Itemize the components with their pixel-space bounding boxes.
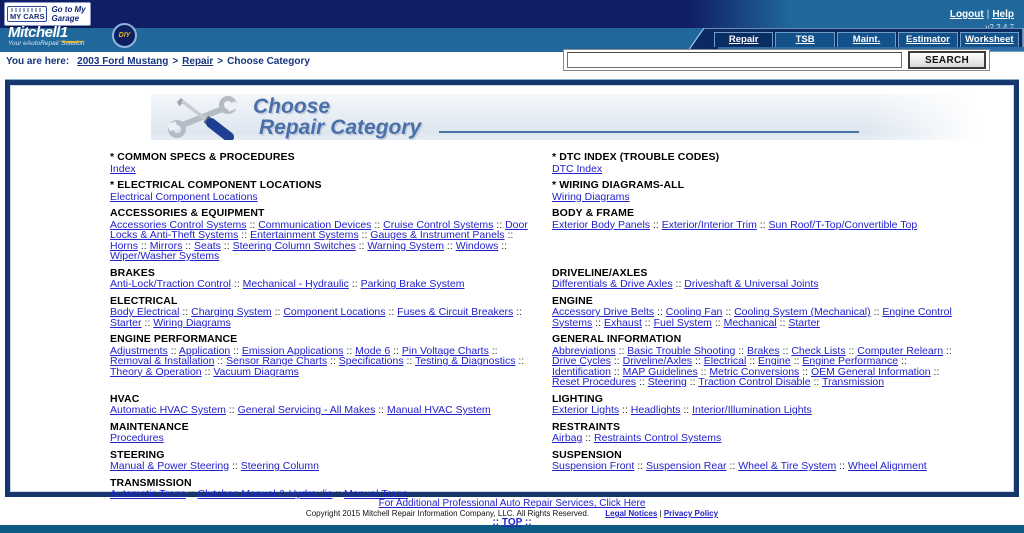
category-link[interactable]: Transmission: [822, 376, 885, 388]
category-link[interactable]: Automatic HVAC System: [110, 404, 226, 416]
link-separator: ::: [756, 218, 769, 231]
mitchell1-logo: [8, 25, 85, 47]
category-heading: HVAC: [110, 392, 140, 405]
category-section: [552, 422, 964, 444]
category-link[interactable]: Cruise Control Systems: [383, 218, 494, 231]
link-separator: ::: [271, 306, 284, 318]
link-separator: ::: [498, 239, 508, 252]
category-link[interactable]: Exterior Body Panels: [552, 218, 651, 231]
category-links: [110, 346, 530, 378]
category-link[interactable]: Door Locks & Anti-Theft Systems: [110, 218, 528, 241]
link-separator: ::: [403, 355, 416, 367]
my-cars-button[interactable]: [4, 2, 91, 26]
breadcrumb-separator: >: [172, 56, 179, 67]
tab-estimator[interactable]: Estimator: [898, 32, 957, 47]
link-separator: ::: [246, 218, 259, 231]
link-separator: ::: [790, 355, 803, 367]
category-links: [552, 164, 964, 175]
tab-tsb[interactable]: TSB: [775, 32, 834, 47]
category-link[interactable]: Reset Procedures: [552, 376, 637, 388]
category-link[interactable]: Application: [178, 344, 231, 357]
category-links: [552, 346, 964, 388]
my-cars-label: Go to My Garage: [51, 5, 86, 23]
link-separator: ::: [930, 365, 940, 378]
logo-tagline: Your eAutoRepair Solution: [8, 40, 85, 47]
category-link[interactable]: Driveline/Axles: [622, 355, 693, 367]
link-separator: ::: [810, 376, 823, 388]
search-input[interactable]: [567, 52, 902, 68]
category-link[interactable]: Accessories Control Systems: [110, 218, 247, 231]
category-link[interactable]: Manual & Power Steering: [110, 460, 230, 472]
category-link[interactable]: Communication Devices: [258, 218, 372, 231]
top-bar: [0, 0, 1024, 28]
category-link[interactable]: Pin Voltage Charts: [401, 344, 489, 357]
category-link[interactable]: Procedures: [110, 432, 164, 444]
category-link[interactable]: Exterior Lights: [552, 404, 620, 416]
breadcrumb-link[interactable]: Repair: [182, 56, 214, 67]
category-links: [110, 307, 530, 328]
category-link[interactable]: Engine Control Systems: [552, 306, 952, 329]
page-title-line2: Repair Category: [259, 116, 422, 139]
help-link[interactable]: Help: [992, 9, 1014, 20]
category-section: [552, 208, 964, 262]
category-link[interactable]: Identification: [552, 365, 611, 378]
link-separator: ::: [182, 239, 195, 252]
link-separator: ::: [230, 344, 242, 357]
category-section: [110, 268, 530, 290]
category-link[interactable]: Charging System: [191, 306, 272, 318]
logo-text: Mitchell1: [8, 24, 68, 41]
category-link[interactable]: Cooling System (Mechanical): [734, 306, 871, 318]
category-link[interactable]: Restraints Control Systems: [594, 432, 722, 444]
category-link[interactable]: Testing & Diagnostics: [415, 355, 516, 367]
breadcrumb-separator: >: [217, 56, 224, 67]
category-heading: SUSPENSION: [552, 448, 622, 461]
category-section: [110, 450, 530, 472]
category-link[interactable]: Mirrors: [149, 239, 183, 252]
category-links: [552, 433, 964, 444]
category-heading: * WIRING DIAGRAMS-ALL: [552, 179, 685, 191]
link-separator: ::: [654, 306, 666, 318]
link-separator: ::: [592, 316, 604, 329]
category-link[interactable]: Interior/Illumination Lights: [692, 404, 812, 416]
category-link[interactable]: Steering Column: [240, 460, 319, 472]
category-section: [110, 334, 530, 388]
category-link[interactable]: Starter: [788, 316, 820, 329]
category-link[interactable]: Driveshaft & Universal Joints: [684, 278, 819, 290]
professional-services-link[interactable]: For Additional Professional Auto Repair Services, Click Here: [378, 498, 646, 509]
link-separator: ::: [779, 344, 792, 357]
plate-text: MY CARS: [10, 12, 45, 21]
category-link[interactable]: Differentials & Drive Axles: [552, 278, 673, 290]
category-link[interactable]: DTC Index: [552, 162, 603, 175]
category-link[interactable]: Anti-Lock/Traction Control: [110, 278, 231, 290]
link-separator: ::: [179, 306, 192, 318]
tab-worksheet[interactable]: Worksheet: [960, 32, 1019, 47]
category-grid: [11, 152, 1013, 506]
link-separator: ::: [488, 344, 498, 357]
link-separator: ::: [672, 278, 685, 290]
link-separator: ::: [845, 344, 858, 357]
category-link[interactable]: General Servicing - All Makes: [237, 404, 376, 416]
link-separator: ::: [141, 316, 154, 329]
link-separator: ::: [641, 316, 654, 329]
category-section: [110, 180, 530, 202]
content-panel: [5, 80, 1019, 500]
category-link[interactable]: Traction Control Disable: [698, 376, 811, 388]
link-separator: ::: [220, 239, 233, 252]
category-section: [552, 152, 964, 174]
category-link[interactable]: Horns: [110, 239, 139, 252]
legal-notices-link[interactable]: Legal Notices: [605, 509, 658, 518]
category-section: [552, 180, 964, 202]
category-link[interactable]: Wiring Diagrams: [552, 190, 630, 203]
link-separator: ::: [167, 344, 179, 357]
category-links: [552, 192, 964, 203]
category-links: [110, 192, 530, 203]
category-empty-cell: [552, 478, 964, 500]
category-link[interactable]: Check Lists: [791, 344, 846, 357]
nav-tabs: [714, 32, 1021, 47]
category-link[interactable]: Fuel System: [653, 316, 712, 329]
link-separator: ::: [201, 365, 214, 378]
category-section: [552, 334, 964, 388]
category-section: [110, 394, 530, 416]
category-section: [110, 208, 530, 262]
link-separator: ::: [138, 239, 150, 252]
category-link[interactable]: Suspension Front: [552, 460, 635, 472]
category-link[interactable]: Electrical: [703, 355, 747, 367]
category-heading: MAINTENANCE: [110, 420, 189, 433]
category-links: [552, 279, 964, 290]
link-separator: ::: [692, 355, 704, 367]
category-link[interactable]: Component Locations: [283, 306, 386, 318]
link-separator: ::: [619, 404, 631, 416]
category-links: [552, 220, 964, 231]
category-link[interactable]: Adjustments: [110, 344, 168, 357]
category-heading: BODY & FRAME: [552, 207, 635, 219]
category-links: [110, 220, 530, 262]
link-separator: ::: [375, 404, 387, 416]
content-inner: [10, 85, 1014, 500]
link-separator: ::: [185, 488, 198, 500]
category-heading: DRIVELINE/AXLES: [552, 266, 648, 279]
category-heading: ENGINE: [552, 294, 593, 307]
category-link[interactable]: Theory & Operation: [110, 365, 202, 378]
tab-repair[interactable]: Repair: [714, 32, 773, 47]
category-link[interactable]: Clutches Manual & Hydraulic: [197, 488, 333, 500]
category-links: [552, 461, 964, 472]
breadcrumb-current: Choose Category: [227, 56, 310, 67]
copyright-text: Copyright 2015 Mitchell Repair Information Company, LLC. All Rights Reserved.: [305, 509, 590, 518]
category-link[interactable]: Wheel Alignment: [847, 460, 927, 472]
category-link[interactable]: Warning System: [367, 239, 445, 252]
breadcrumb-prefix: You are here:: [6, 56, 70, 67]
category-link[interactable]: Computer Relearn: [857, 344, 944, 357]
link-separator: ::: [515, 355, 525, 367]
link-separator: ::: [634, 460, 646, 472]
category-links: [110, 164, 530, 175]
category-section: [110, 422, 530, 444]
breadcrumb-link[interactable]: 2003 Ford Mustang: [77, 56, 169, 67]
link-separator: ::: [348, 278, 361, 290]
logo-swoosh: [60, 38, 84, 43]
page-title: [253, 96, 421, 138]
category-link[interactable]: Cooling Fan: [665, 306, 723, 318]
license-plate-icon: [7, 6, 47, 22]
category-link[interactable]: Emission Applications: [241, 344, 344, 357]
category-links: [110, 433, 530, 444]
category-link[interactable]: Gauges & Instrument Panels: [370, 229, 505, 241]
category-link[interactable]: MAP Guidelines: [622, 365, 698, 378]
category-link[interactable]: Airbag: [552, 432, 583, 444]
category-section: [110, 296, 530, 329]
category-link[interactable]: Mechanical: [723, 316, 777, 329]
category-heading: * COMMON SPECS & PROCEDURES: [110, 151, 295, 163]
link-separator: ::: [711, 316, 724, 329]
category-heading: GENERAL INFORMATION: [552, 333, 682, 345]
link-separator: ::: [214, 355, 227, 367]
category-section: [552, 268, 964, 290]
category-link[interactable]: Index: [110, 162, 136, 175]
link-separator: ::: [799, 365, 811, 378]
sub-header: [0, 52, 1024, 74]
repair-tools-icon: [167, 94, 239, 140]
link-separator: ::: [444, 239, 456, 252]
category-link[interactable]: Starter: [110, 316, 142, 329]
link-separator: ::: [390, 344, 402, 357]
link-separator: ::: [836, 460, 848, 472]
link-separator: ::: [870, 306, 883, 318]
link-separator: ::: [726, 460, 739, 472]
link-separator: ::: [225, 404, 238, 416]
category-heading: ACCESSORIES & EQUIPMENT: [110, 207, 265, 219]
category-heading: * DTC INDEX (TROUBLE CODES): [552, 151, 720, 163]
top-link[interactable]: TOP: [501, 517, 523, 528]
category-links: [552, 405, 964, 416]
category-section: [552, 450, 964, 472]
title-band: [151, 94, 979, 140]
category-link[interactable]: Wiper/Washer Systems: [110, 250, 220, 262]
divider: |: [659, 509, 662, 518]
category-link[interactable]: Mode 6: [355, 344, 391, 357]
category-link[interactable]: Mechanical - Hydraulic: [242, 278, 349, 290]
link-separator: ::: [686, 376, 699, 388]
category-link[interactable]: Manual Trans: [344, 488, 408, 500]
link-separator: ::: [493, 218, 506, 231]
category-link[interactable]: Engine: [758, 355, 791, 367]
category-heading: RESTRAINTS: [552, 420, 621, 433]
link-separator: ::: [735, 344, 747, 357]
category-heading: LIGHTING: [552, 392, 603, 405]
category-link[interactable]: Sun Roof/T-Top/Convertible Top: [768, 218, 918, 231]
link-separator: ::: [231, 278, 243, 290]
category-link[interactable]: Parking Brake System: [360, 278, 465, 290]
link-separator: ::: [355, 239, 368, 252]
category-link[interactable]: Sensor Range Charts: [226, 355, 328, 367]
link-separator: ::: [610, 365, 623, 378]
link-separator: ::: [582, 432, 595, 444]
link-separator: ::: [513, 306, 523, 318]
category-link[interactable]: Vacuum Diagrams: [213, 365, 299, 378]
title-rule: [439, 131, 859, 133]
category-link[interactable]: Entertainment Systems: [250, 229, 359, 241]
category-link[interactable]: Drive Cycles: [552, 355, 611, 367]
category-heading: STEERING: [110, 448, 165, 461]
breadcrumb-items: [75, 56, 310, 67]
privacy-policy-link[interactable]: Privacy Policy: [663, 509, 719, 518]
link-separator: ::: [229, 460, 241, 472]
category-section: [552, 296, 964, 329]
top-deco: ::: [524, 517, 532, 528]
category-link[interactable]: Exhaust: [603, 316, 642, 329]
link-separator: ::: [636, 376, 648, 388]
category-link[interactable]: Automatic Trans: [110, 488, 186, 500]
category-link[interactable]: Wiring Diagrams: [153, 316, 231, 329]
category-heading: ELECTRICAL: [110, 294, 178, 307]
link-separator: ::: [943, 344, 952, 357]
top-deco: ::: [492, 517, 500, 528]
category-link[interactable]: Electrical Component Locations: [110, 190, 258, 203]
category-link[interactable]: Windows: [455, 239, 499, 252]
link-separator: ::: [680, 404, 693, 416]
category-links: [110, 405, 530, 416]
category-link[interactable]: Steering Column Switches: [232, 239, 356, 252]
category-link[interactable]: Headlights: [630, 404, 681, 416]
category-section: [552, 394, 964, 416]
category-link[interactable]: Seats: [194, 239, 221, 252]
link-separator: ::: [327, 355, 339, 367]
link-separator: ::: [504, 229, 514, 241]
link-separator: ::: [332, 488, 345, 500]
link-separator: ::: [371, 218, 384, 231]
category-heading: TRANSMISSION: [110, 476, 192, 489]
link-separator: ::: [898, 355, 907, 367]
category-link[interactable]: Manual HVAC System: [387, 404, 491, 416]
logout-link[interactable]: Logout: [949, 9, 984, 20]
link-separator: ::: [776, 316, 789, 329]
divider: |: [986, 9, 990, 20]
category-link[interactable]: Suspension Rear: [645, 460, 727, 472]
tab-maint[interactable]: Maint.: [837, 32, 896, 47]
link-separator: ::: [343, 344, 356, 357]
category-link[interactable]: Abbreviations: [552, 344, 616, 357]
category-link[interactable]: Accessory Drive Belts: [552, 306, 655, 318]
category-section: [110, 478, 530, 500]
category-link[interactable]: Body Electrical: [110, 306, 180, 318]
link-separator: ::: [615, 344, 628, 357]
category-link[interactable]: Removal & Installation: [110, 355, 215, 367]
category-link[interactable]: Engine Performance: [802, 355, 899, 367]
category-link[interactable]: Specifications: [338, 355, 404, 367]
category-link[interactable]: OEM General Information: [810, 365, 931, 378]
category-link[interactable]: Wheel & Tire System: [738, 460, 837, 472]
category-link[interactable]: Exterior/Interior Trim: [661, 218, 757, 231]
link-separator: ::: [650, 218, 662, 231]
link-separator: ::: [722, 306, 735, 318]
category-heading: BRAKES: [110, 266, 155, 279]
link-separator: ::: [238, 229, 251, 241]
category-heading: * ELECTRICAL COMPONENT LOCATIONS: [110, 179, 322, 191]
search-box: [563, 49, 990, 71]
diy-badge: DIY: [112, 23, 137, 48]
category-link[interactable]: Basic Trouble Shooting: [627, 344, 736, 357]
link-separator: ::: [385, 306, 398, 318]
category-links: [110, 461, 530, 472]
category-link[interactable]: Brakes: [746, 344, 780, 357]
category-links: [110, 489, 530, 500]
category-link[interactable]: Steering: [647, 376, 687, 388]
link-separator: ::: [746, 355, 759, 367]
category-links: [552, 307, 964, 328]
link-separator: ::: [697, 365, 710, 378]
category-section: [110, 152, 530, 174]
category-links: [110, 279, 530, 290]
category-link[interactable]: Fuses & Circuit Breakers: [397, 306, 514, 318]
category-heading: ENGINE PERFORMANCE: [110, 333, 238, 345]
page-title-line1: Choose: [253, 95, 331, 118]
link-separator: ::: [358, 229, 371, 241]
link-separator: ::: [610, 355, 623, 367]
category-link[interactable]: Metric Conversions: [709, 365, 800, 378]
search-button[interactable]: SEARCH: [908, 51, 986, 69]
